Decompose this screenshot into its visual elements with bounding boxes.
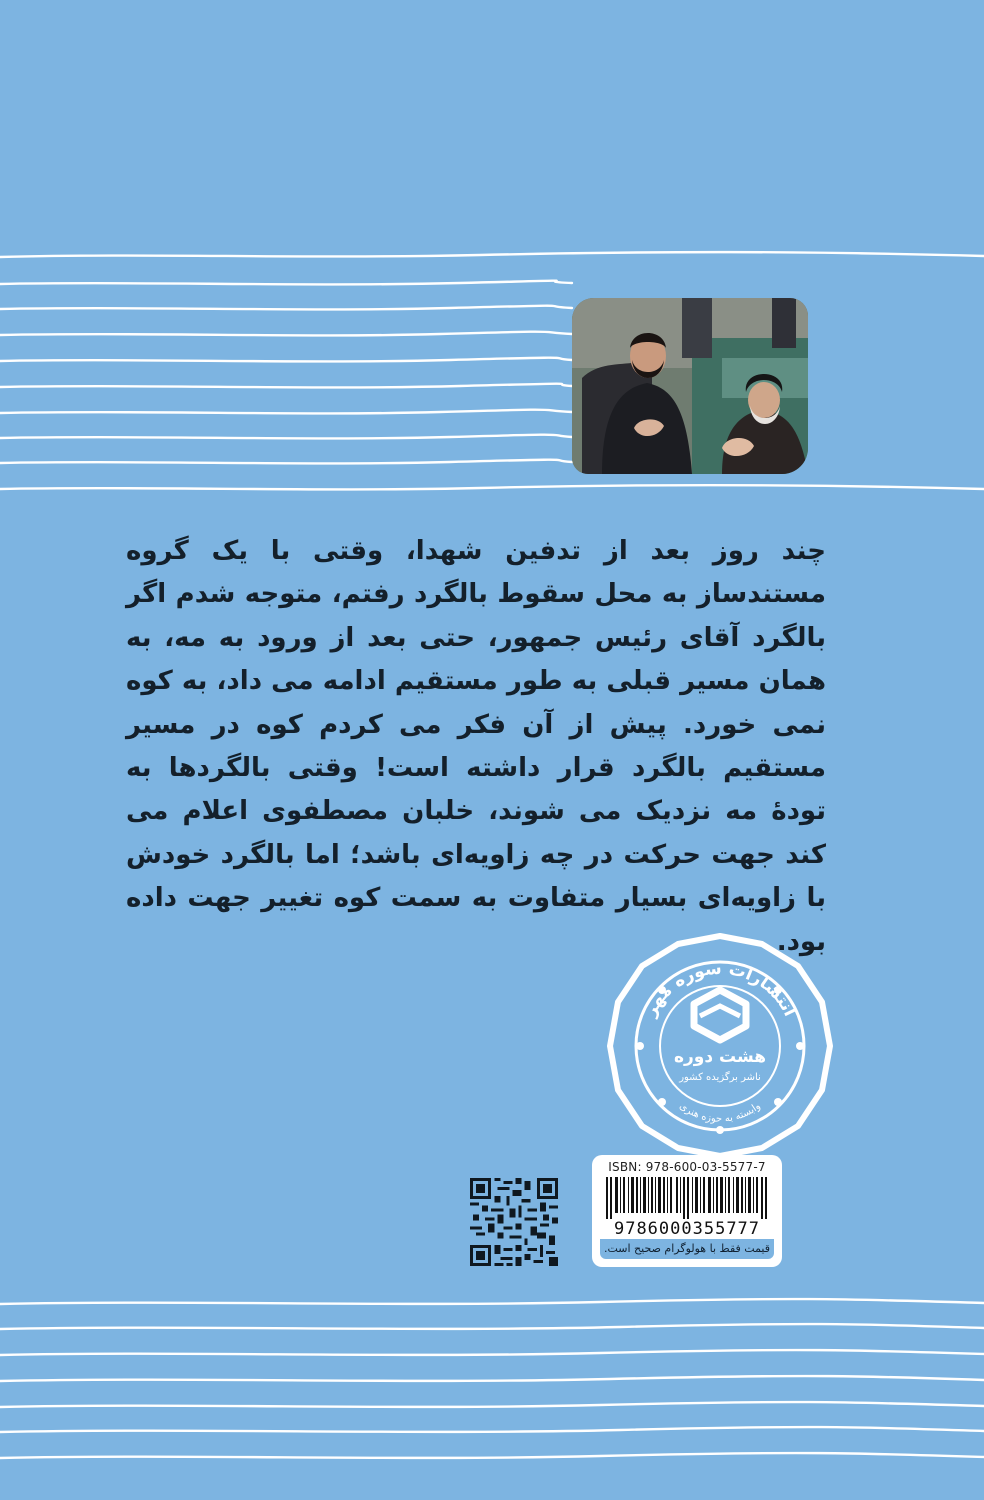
svg-text:وابسته به حوزه هنری: [677, 1101, 763, 1125]
isbn-barcode: [594, 1157, 780, 1265]
publisher-logo: [604, 930, 836, 1162]
publisher-name: انتشارات سوره مهر: [640, 958, 800, 1020]
isbn-label: ISBN: 978-600-03-5577-7: [608, 1160, 766, 1174]
publisher-badge: هشت دوره: [673, 1047, 767, 1067]
cover-photo: [572, 298, 808, 474]
publisher-affiliation: وابسته به حوزه هنری: [677, 1100, 763, 1125]
excerpt-paragraph: چند روز بعد از تدفین شهدا، وقتی با یک گروه مستندساز به محل سقوط بالگرد رفتم، متوجه شدم اگر بالگرد آقای رئیس جمهور، حتی بعد از ورود به مه، به همان مسیر قبلی به طور مستقیم ادامه می داد، به کوه نمی خورد. پیش از آن فکر می کردم کوه در مسیر مستقیم بالگرد قرار داشته است! وقتی بالگردها به تودهٔ مه نزدیک می شوند، خلبان مصطفوی اعلام می کند جهت حرکت در چه زاویه‌ای باشد؛ اما بالگرد خودش با زاویه‌ای بسیار متفاوت به سمت کوه تغییر جهت داده بود.: [126, 536, 826, 957]
publisher-tagline: ناشر برگزیده کشور: [679, 1072, 761, 1083]
qr-code[interactable]: [470, 1178, 558, 1266]
barcode-bars: [604, 1177, 770, 1219]
isbn-digits: 9786000355777: [613, 1219, 761, 1239]
price-note: قیمت فقط با هولوگرام صحیح است.: [600, 1239, 774, 1259]
